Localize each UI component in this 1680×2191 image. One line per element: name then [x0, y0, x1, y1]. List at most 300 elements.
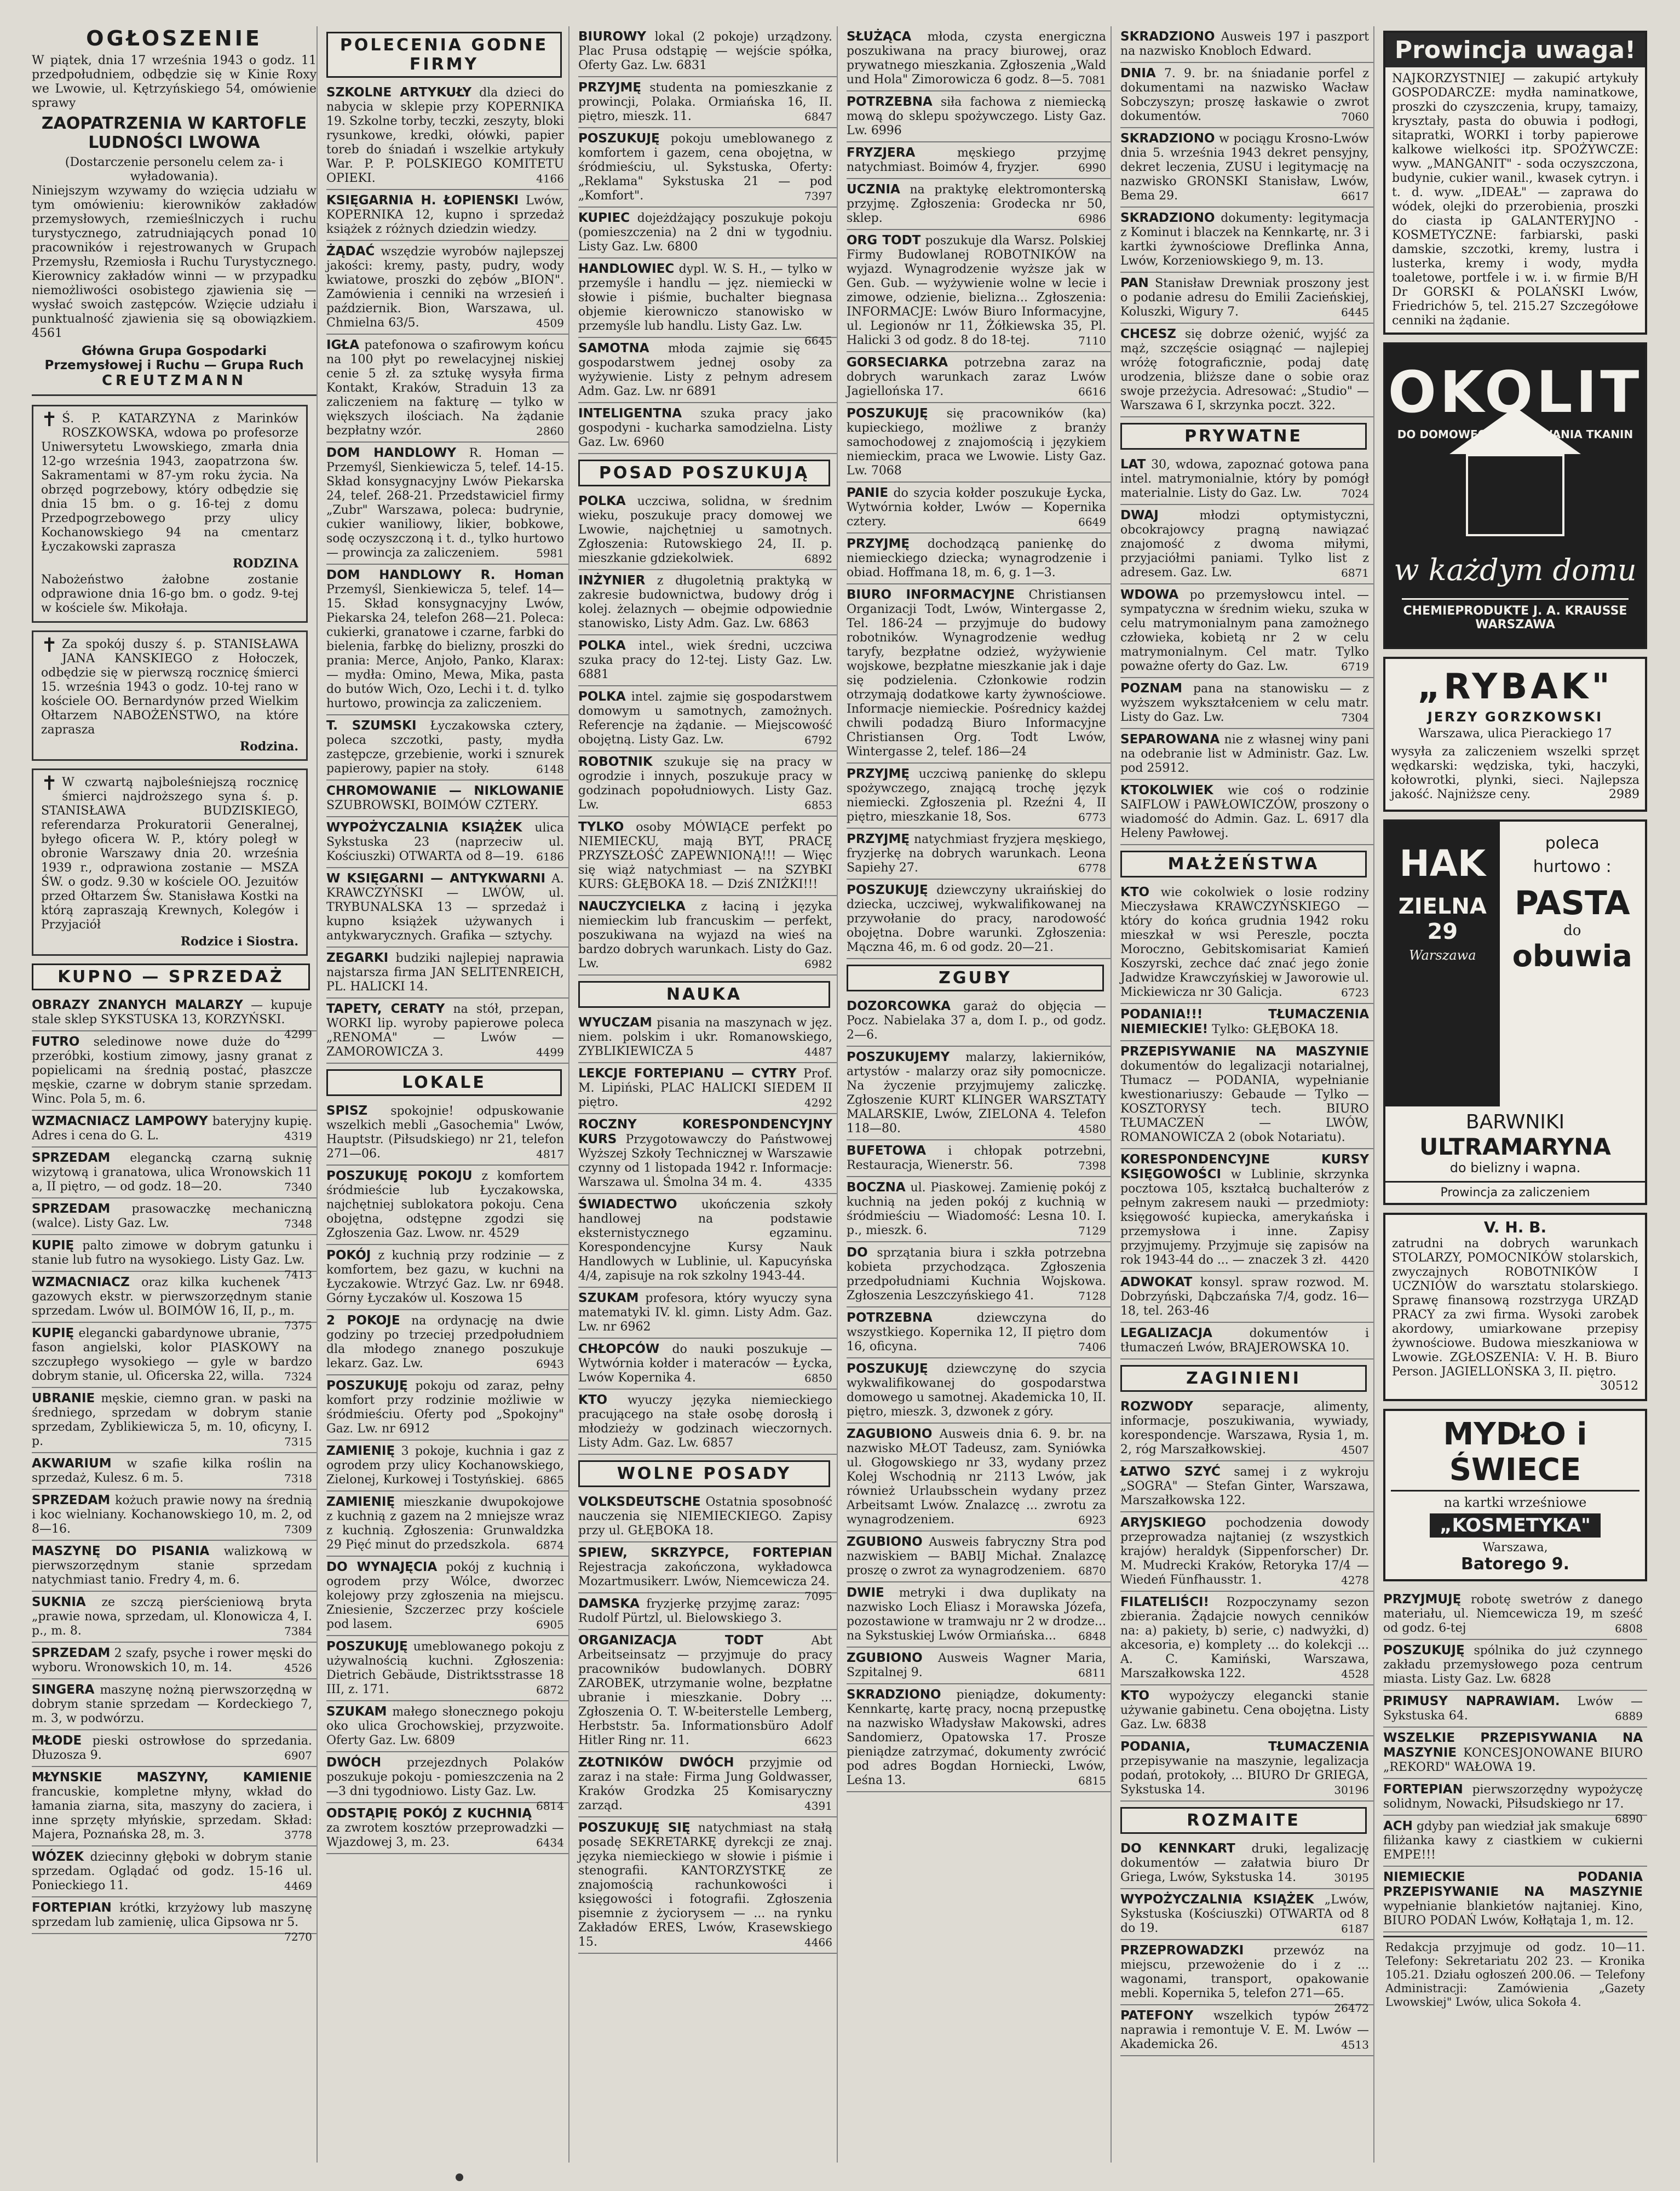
- ad-lead: SPRZEDAM: [32, 1202, 111, 1216]
- ad-text: mieszkanie dwupokojowe z kuchnią z gazem na 2 mniejsze wraz z kuchnią. Zgłoszenia: Grunwaldzka 29 Pięć minut do przedszkola.: [326, 1495, 564, 1552]
- ad-lead: SZKOLNE ARTYKUŁY: [326, 85, 472, 100]
- ad-number: 7413: [284, 1268, 312, 1281]
- ad-text: nie z własnej winy pani na odebranie list w Administr. Gaz. Lw. pod 25912.: [1120, 733, 1369, 775]
- ad-number: 7318: [284, 1472, 312, 1485]
- ad-text: do szycia kołder poszukuje Łycka, Wytwórnia kołder, Lwów — Kopernika cztery.: [847, 486, 1106, 529]
- ad-text: ukończenia szkoły handlowej na podstawie eksternistycznego egzaminu. Korespondencyjne Kursy Nauk Handlowych w Lublinie, ul. Kapucyńska 4/4, zapisuje na rok szkolny 1943-44.: [578, 1198, 832, 1283]
- obituary-text: Ś. P. KATARZYNA z Marinków ROSZKOWSKA, wdowa po profesorze Uniwersytetu Lwowskiego, zmarła dnia 12-go września 1943, zaopatrzona św. Sakramentami w 87-ym roku życia. Na obrzęd pogrzebowy, który odbędzie się dnia 15 bm. o g. 16-tej z domu Przedpogrzebowego przy ulicy Kochanowskiego 94 na cmentarz Łyczakowski zaprasza: [41, 412, 298, 554]
- ad-text: intel. zajmie się gospodarstwem domowym u samotnych, zamożnych. Referencje na żądanie. — Miejscowość obojętną. Listy Gaz. Lw.: [578, 690, 832, 747]
- ad-text: potrzebna zaraz na dobrych warunkach zaraz Lwów Jagiellońska 17.: [847, 356, 1106, 398]
- classified-ad: [1383, 1728, 1647, 1779]
- ad-number: 6889: [1615, 1710, 1643, 1723]
- ad-lead: DNIA: [1120, 66, 1156, 81]
- ad-number: 6148: [536, 762, 564, 776]
- ad-text: sprzątania biura i szkła potrzebna kobieta przychodząca. Zgłoszenia przedpołudniami Kuchnia Wojskowa. Zgłoszenia Leszczyńskiego 41.: [847, 1246, 1106, 1303]
- ad-lead: TAPETY, CERATY: [326, 1002, 445, 1016]
- ad-text: ulica Sykstuska 23 (naprzeciw ul. Kościuszki) OTWARTA od 8—19.: [326, 821, 564, 863]
- ad-text: na praktykę elektromonterską przyjmę. Zgłoszenia: Grodecka nr 50, sklep.: [847, 183, 1106, 225]
- classified-ad: [578, 338, 837, 403]
- obituary-box: [32, 630, 308, 761]
- obituary-signature: RODZINA: [232, 557, 298, 571]
- classified-ad: [32, 1846, 317, 1897]
- ad-lead: WSZELKIE PRZEPISYWANIA NA MASZYNIE: [1383, 1731, 1643, 1760]
- ad-number: 6892: [804, 552, 832, 565]
- ad-text: małego słonecznego pokoju oko ulica Grochowskiej, przyzwoite. Oferty Gaz. Lw. 6809: [326, 1705, 565, 1747]
- classified-ad: [326, 1100, 568, 1166]
- ad-number: 6923: [1078, 1513, 1106, 1527]
- ad-text: pieniądze, dokumenty: Kennkartę, kartę pracy, nocną przepustkę na nazwisko Władysław Makowski, adres Sandomierz, Opatowska 17. Prosze pieniądze zatrzymać, dokumenty zwrócić pod adres Bogdan Horniecki, Lwów, Leśna 13.: [847, 1688, 1107, 1787]
- classified-ad: [1120, 324, 1373, 417]
- notice-headline: ZAOPATRZENIA W KARTOFLE LUDNOŚCI LWOWA: [41, 114, 307, 152]
- classified-ad: [578, 1012, 837, 1063]
- classified-ad: [847, 403, 1111, 483]
- ad-lead: FORTEPIAN: [32, 1901, 112, 1915]
- ad-text: SZUBROWSKI, BOIMÓW CZTERY.: [326, 799, 539, 812]
- classified-ad: [32, 1541, 317, 1592]
- ad-text: z długoletnią praktyką w zakresie budownictwa, budowy dróg i kolej. żelaznych — obejmie odpowiednie stanowisko, Listy Adm. Gaz. Lw. 6863: [578, 574, 832, 630]
- ad-lead: VOLKSDEUTSCHE: [578, 1495, 701, 1509]
- okolit-brand: OKOLIT: [1388, 359, 1643, 426]
- ad-text: męskiego przyjmę natychmiast. Boimów 4, fryzjer.: [847, 146, 1107, 174]
- ad-text: poszukuje dla Warsz. Polskiej Firmy Budowlanej ROBOTNIKÓW na wyjazd. Wynagrodzenie wyższe jak w Gen. Gub. — wyżywienie wolne w lecie i zimowe, odzienie, bielizna... Zgłoszenia: INFORMACJE: Lwów Biuro Informacyjne, ul. Legionów nr 11, Żółkiewska 35, Pl. Halicki 3 od godz. 8 do 18-tej.: [847, 234, 1106, 347]
- ad-text: Tylko: GŁĘBOKA 18.: [1212, 1023, 1339, 1036]
- classified-ad: [1383, 1779, 1647, 1825]
- classified-ad: [847, 1532, 1111, 1582]
- ad-number: 7110: [1078, 334, 1106, 347]
- classified-ad: [578, 1752, 837, 1817]
- classified-ad: [578, 570, 837, 635]
- ad-lead: CHROMOWANIE — NIKLOWANIE: [326, 784, 564, 798]
- ad-number: 6814: [536, 1799, 564, 1813]
- classified-ad: [578, 77, 837, 128]
- ad-text: natychmiast fryzjera męskiego, fryzjerkę na dobrych warunkach. Leona Sapiehy 27.: [847, 833, 1106, 875]
- ad-text: pisania na maszynach w jęz. niem. polskim i ukr. Romanowskiego, ZYBLIKIEWICZA 5: [578, 1016, 832, 1058]
- ad-lead: POTRZEBNA: [847, 1311, 933, 1325]
- classified-ad: [32, 1592, 317, 1643]
- ad-number: 6853: [804, 799, 832, 812]
- ad-lead: NAUCZYCIELKA: [578, 899, 686, 914]
- ad-text: robotę swetrów z danego materiału, ul. Niemcewicza 19, m sześć od godz. 6-tej: [1383, 1593, 1643, 1635]
- ad-number: 7324: [284, 1370, 312, 1383]
- ad-number: 4469: [284, 1879, 312, 1892]
- column-4: [837, 26, 1111, 2163]
- ad-number: 7375: [284, 1319, 312, 1332]
- ad-text: młoda, czysta energiczna poszukiwana na pracy biurowej, oraz prywatnego mieszkania. Zgłoszenia „Wald und Hola" Zimorowicza 6 godz. 8—5.: [847, 30, 1107, 87]
- ad-lead: ACH: [1383, 1819, 1413, 1833]
- classified-ad: [32, 1643, 317, 1679]
- ad-text: KONCESJONOWANE BIURO „REKORD" WAŁOWA 19.: [1383, 1746, 1643, 1774]
- ad-number: 6890: [1615, 1812, 1643, 1825]
- column-2: [317, 26, 568, 2163]
- ad-text: dokumentów do legalizacji notarialnej, Tłumacz — PODANIA, wypełnianie kwestionariuszy: Gebaude — Tylko — KOSZTORYSY tech. BIURO TŁUMACZEŃ — LWÓW, ROMANOWICZA 2 (obok Notariatu).: [1120, 1059, 1369, 1144]
- classified-ad: [1120, 1149, 1373, 1272]
- ad-number: 6434: [536, 1836, 564, 1849]
- classified-ad: [578, 26, 837, 77]
- ad-lead: KTOKOLWIEK: [1120, 783, 1213, 798]
- classified-ad: [847, 1424, 1111, 1532]
- column-5: [1111, 26, 1373, 2163]
- classified-ad: [326, 1752, 568, 1813]
- ad-number: 6187: [1341, 1922, 1369, 1935]
- notice-signature-name: CREUTZMANN: [32, 372, 317, 396]
- ad-number: 6616: [1078, 385, 1106, 398]
- classified-ad: [1383, 1589, 1647, 1640]
- ad-lead: SINGERA: [32, 1683, 95, 1697]
- ad-lead: DOZORCOWKA: [847, 999, 951, 1013]
- mydlo-brand: „KOSMETYKA": [1430, 1513, 1601, 1538]
- ad-text: w szafie kilka roślin na sprzedaż, Kulesz. 6 m. 5.: [32, 1457, 312, 1485]
- ad-number: 6990: [1078, 161, 1106, 174]
- ad-text: A. KRAWCZYŃSKI — LWÓW, ul. TRYBUNALSKA 13 — sprzedaż i kupno książek używanych i antykwarycznych. Grafika — sztychy.: [326, 872, 564, 943]
- classified-ad: [1120, 1736, 1373, 1802]
- classified-ad: [578, 403, 837, 454]
- classified-ad: [1383, 1867, 1647, 1932]
- ad-number: 7384: [284, 1625, 312, 1638]
- classified-ad: [326, 335, 568, 443]
- ad-number: 7128: [1078, 1289, 1106, 1303]
- ad-lead: MASZYNĘ DO PISANIA: [32, 1544, 210, 1558]
- ad-lead: BIURO INFORMACYJNE: [847, 588, 1015, 602]
- ad-text: 2 szafy, psyche i rower męski do wyboru. Wronowskich 10, m. 14.: [32, 1647, 312, 1674]
- classified-ad: [32, 1730, 317, 1767]
- ad-lead: ZŁOTNIKÓW DWÓCH: [578, 1756, 734, 1770]
- section-heading-posady: POSAD POSZUKUJĄ: [578, 460, 830, 486]
- obituary-signature: Rodzice i Siostra.: [180, 934, 298, 949]
- classified-ad: [326, 1701, 568, 1752]
- ad-text: szukuje się na pracy w ogrodzie i innych, poszukuje pracy w godzinach popołudniowych. Listy Gaz. Lw.: [578, 755, 833, 812]
- ad-lead: SPIEW, SKRZYPCE, FORTEPIAN: [578, 1546, 832, 1560]
- hak-ad: [1383, 819, 1647, 1205]
- ad-lead: WZMACNIACZ: [32, 1275, 130, 1289]
- classified-ad: [1120, 63, 1373, 128]
- obituary-signature: Rodzina.: [239, 739, 298, 754]
- ad-text: konsyl. spraw rozwod. M. Dobrzyński, Dąbczańska 7/4, godz. 16—18, tel. 263-46: [1120, 1276, 1369, 1318]
- ad-lead: GORSECIARKA: [847, 355, 948, 370]
- ad-text: lokal (2 pokoje) urządzony. Plac Prusa odstąpię — wejście spółka, Oferty Gaz. Lw. 6831: [578, 30, 832, 72]
- ad-lead: ŻĄDAĆ: [326, 244, 375, 259]
- obituaries: [32, 405, 317, 956]
- ad-lead: PRZYJMĘ: [847, 832, 910, 846]
- classified-ad: [1120, 1272, 1373, 1323]
- ad-number: 30512: [1600, 1379, 1638, 1393]
- ad-lead: ROZWODY: [1120, 1400, 1193, 1414]
- ad-number: 6186: [536, 850, 564, 863]
- ad-lead: ZGUBIONO: [847, 1651, 923, 1665]
- ad-number: 6850: [804, 1372, 832, 1385]
- ad-lead: POLKA: [578, 494, 626, 508]
- ads-list: [847, 26, 1111, 959]
- ad-number: 7270: [284, 1930, 312, 1943]
- classified-ad: [847, 142, 1111, 179]
- ad-lead: POZNAM: [1120, 681, 1183, 696]
- prowincja-body: NAJKORZYSTNIEJ — zakupić artykuły GOSPODARCZE: mydła naminatkowe, proszki do czyszczenia, krupy, tamaizy, kryształy, pasta do obuwia i podłogi, sitapratki, WORKI i torby papierowe kalkowe wielkości itp. SPOŻYWCZE: wyw. „MANGANIT" - soda oczyszczona, budynie, cukier wanil., kwasek cytryn. i t. d. wyw. „IDEAŁ" — zaprawa do wódek, olejki do przerobienia, proszki do ciasta ip GALANTERYJNO - KOSMETYCZNE: farbiarski, paski damskie, szczotki, kremy, lustra i lusterka, kremy i wody, mydła toaletowe, portfele i w. i. w firmie B/H Dr GORSKI & POLAŃSKI Lwów, Friedrichów 5, tel. 215.27 Szczegółowe cenniki na żądanie.: [1392, 72, 1638, 328]
- classified-ad: [578, 1817, 837, 1954]
- ad-number: 6811: [1078, 1666, 1106, 1679]
- ad-lead: MŁODE: [32, 1734, 82, 1748]
- ad-text: Rozpoczynamy sezon zbierania. Żądajcie nowych cenników na: a) pakiety, b) serie, c) nadwyżki, d) akcesoria, e) komplety ... do kolekcji ... A. C. Kamiński, Warszawa, Marszałkowska 122.: [1120, 1596, 1369, 1680]
- ad-lead: NIEMIECKIE PODANIA PRZEPISYWANIE NA MASZYNIE: [1383, 1870, 1643, 1899]
- classified-ad: [1120, 1041, 1373, 1149]
- ad-text: w Lublinie, skrzynka pocztowa 105, kształcą buchalterów z pełnym zakresem nauki — przedmioty: księgowość kupiecka, amerykańska i przemysłowa i inne. Zapisy przyjmujemy. Przyjmuje się zapisów na rok 1943-44 do ... — znaczek 3 zł.: [1120, 1168, 1369, 1267]
- ad-text: wszelkich typów naprawia i remontuje V. E. M. Lwów — Akademicka 26.: [1120, 2009, 1369, 2051]
- classified-ad: [326, 190, 568, 241]
- classified-ad: [326, 1441, 568, 1492]
- ad-number: 6982: [804, 957, 832, 971]
- ad-text: się pracowników (ka) kupieckiego, możliwe z branży samochodowej z znajomością i językiem niemieckim, praca we Lwowie. Listy Gaz. Lw. 7068: [847, 407, 1106, 478]
- ads-list: [1383, 1589, 1647, 1932]
- ad-lead: KORESPONDENCYJNE KURSY KSIĘGOWOŚCI: [1120, 1152, 1369, 1181]
- ad-lead: POTRZEBNA: [847, 95, 933, 109]
- obituary-box: [32, 405, 308, 623]
- ad-lead: SZUKAM: [326, 1705, 387, 1719]
- classified-ad: [326, 948, 568, 999]
- ad-text: przyjmie od zaraz i na stałe: Firma Jung Goldwasser, Kraków Grodzka 25 Komisaryczny zarząd.: [578, 1756, 832, 1813]
- ad-number: 6773: [1078, 811, 1106, 824]
- ad-lead: BOCZNA: [847, 1180, 906, 1195]
- ad-lead: SPRZEDAM: [32, 1646, 111, 1660]
- ad-number: 4292: [804, 1096, 832, 1109]
- rybak-description: wysyła za zaliczeniem wszelki sprzęt wędkarski: wędziska, tyki, haczyki, kołowrotki, plynki, sieci. Najlepsza jakość. Najniższe ceny. 2989: [1391, 745, 1639, 801]
- ad-lead: WZMACNIACZ LAMPOWY: [32, 1114, 208, 1128]
- ad-text: pieski ostrowłose do sprzedania. Dłuzosza 9.: [32, 1734, 312, 1762]
- classified-ad: [578, 128, 837, 208]
- section-heading-polecenia: POLECENIA GODNE FIRMY: [326, 32, 562, 78]
- ad-lead: PRIMUSY NAPRAWIAM.: [1383, 1694, 1560, 1708]
- ad-lead: PAN: [1120, 276, 1149, 290]
- ads-list: [1120, 26, 1373, 417]
- ads-list: [326, 82, 568, 1064]
- section-heading-zguby: ZGUBY: [847, 965, 1104, 991]
- hak-barwniki: BARWNIKI: [1465, 1111, 1565, 1133]
- ad-text: przewóz na miejscu, przewożenie do i z ... wagonami, transport, opakowanie mebli. Kopernika 5, telefon 271—65.: [1120, 1944, 1369, 2000]
- ad-text: Lwów — Sykstuska 64.: [1383, 1695, 1643, 1723]
- ad-number: 4580: [1078, 1122, 1106, 1135]
- ad-number: 6645: [804, 334, 832, 347]
- ad-text: garaż do objęcia — Pocz. Nabielaka 37 a, dom I. p., od godz. 2—6.: [847, 1000, 1107, 1042]
- ad-text: malarzy, lakierników, artystów - malarzy oraz siły pomocnicze. Na życzenie przyjmujemy zaliczkę. Zgłoszenie KURT KLINGER WARSZTATY MALARSKIE, Lwów, ZIELONA 4. Telefon 118—80.: [847, 1051, 1107, 1135]
- ad-text: R. Homan — Przemyśl, Sienkiewicza 5, telef. 14-15. Skład konsygnacyjny Lwów Piekarska 24, telef. 268-21. Przedstawiciel firmy „Zubr" Warszawa, poleca: budrynie, cukier waniliowy, likier, bobkowe, sodę oczyszczoną i t. d., tylko hurtowo — prowincja za zaliczeniem.: [326, 446, 565, 560]
- classified-ad: [1120, 729, 1373, 780]
- ad-number: 4466: [804, 1936, 832, 1949]
- classified-ad: [847, 829, 1111, 880]
- ads-list: [326, 1100, 568, 1854]
- ad-number: 6719: [1341, 660, 1369, 673]
- ad-lead: KUPIEC: [578, 211, 630, 225]
- classified-ad: [326, 781, 568, 817]
- ad-text: Ausweis 197 i paszport na nazwisko Knobloch Edward.: [1120, 30, 1370, 58]
- ad-lead: CHCESZ: [1120, 327, 1176, 341]
- ad-text: natychmiast na stałą posadę SEKRETARKĘ dyrekcji ze znaj. języka niemieckiego w słowie i piśmie i stenografii. KANTORZYSTKĘ ze znajomością rachunkowości i księgowości i fotografii. Zgłoszenia pisemnie z życiorysem — ... na rynku Zakładów ERES, Lwów, Krasewskiego 15.: [578, 1821, 832, 1949]
- classified-ad: [1120, 26, 1373, 63]
- column-3: [568, 26, 837, 2163]
- ad-lead: DWÓCH: [326, 1756, 382, 1770]
- section-heading-rozmaite: ROZMAITE: [1120, 1807, 1367, 1834]
- prowincja-title: Prowincja uwaga!: [1385, 33, 1645, 67]
- ad-number: 6943: [536, 1357, 564, 1370]
- ad-lead: POSZUKUJEMY: [847, 1050, 950, 1064]
- ad-text: Rejestracja zakończona, wykładowca Mozartmusikerr. Lwów, Niemcewicza 24.: [578, 1561, 832, 1588]
- classified-ad: [847, 1177, 1111, 1242]
- ad-text: uczciwą panienkę do sklepu spożywczego, znającą trochę język niemiecki. Zgłoszenia pl. Rzeźni 4, II piętro, mieszkanie 18, Sos.: [847, 767, 1106, 824]
- ad-text: z komfortem śródmieście lub Łyczakowska, najchętniej sublokatora pokoju. Cena obojętna, odstępne zgodzi się Zgłoszenia Gaz. Lwow. nr. 4529: [326, 1169, 565, 1240]
- ad-text: na stół, przepan, WORKI lip. wyroby papierowe poleca „RENOMA" — Lwów — ZAMOROWICZA 3.: [326, 1002, 564, 1059]
- ad-number: 7340: [284, 1180, 312, 1194]
- hak-bielizny: do bielizny i wapna.: [1449, 1160, 1581, 1175]
- classified-ad: [847, 584, 1111, 764]
- classified-ad: [326, 1245, 568, 1310]
- ad-text: z łaciną i języka niemieckim lub francuskim — perfekt, poszukiwana na wyjazd na wieś na bardzo dobrych warunkach. Listy do Gaz. Lw.: [578, 900, 833, 971]
- classified-ad: [847, 1582, 1111, 1648]
- ad-lead: DWAJ: [1120, 508, 1159, 523]
- classified-ad: [1120, 1889, 1373, 1940]
- ad-lead: DOM HANDLOWY R. Homan: [326, 568, 564, 582]
- ad-number: 4817: [536, 1148, 564, 1161]
- classified-ad: [326, 715, 568, 781]
- ad-lead: ZAMIENIĘ: [326, 1444, 395, 1458]
- ad-lead: SAMOTNA: [578, 341, 649, 355]
- ad-lead: UBRANIE: [32, 1391, 95, 1406]
- ad-lead: ŚWIADECTWO: [578, 1197, 677, 1212]
- ad-text: spólnika do już czynnego zakładu przemysłowego poza centrum miasta. Listy Gaz. Lw. 6828: [1383, 1644, 1643, 1686]
- classified-ad: [32, 1111, 317, 1148]
- ad-text: francuskie, kompletne młyny, wkład do łamania ziarna, sita, maszyny do zaciera, i inne sprzęty młyńskie, sprzedam. Skład: Majera, Poznańska 28, m. 3.: [32, 1785, 312, 1842]
- ad-number: 6792: [804, 733, 832, 747]
- ad-number: 2860: [536, 425, 564, 438]
- ad-number: 2989: [1609, 788, 1639, 801]
- ad-text: 30, wdowa, zapoznać gotowa pana intel. matrymonialnie, który by pomógł materialnie. Listy do Gaz. Lw.: [1120, 458, 1370, 500]
- ad-lead: INTELIGENTNA: [578, 406, 682, 421]
- ad-text: dojeżdżający poszukuje pokoju (pomieszczenia) na 2 dni w tygodniu. Listy Gaz. Lw. 6800: [578, 211, 832, 254]
- ad-text: studenta na pomieszkanie z prowincji, Polaka. Ormiańska 16, II. piętro, mieszk. 11.: [578, 81, 832, 123]
- ad-text: pochodzenia dowody przeprowadza najtaniej (z wszystkich krajów) heraldyk (Sippenforscher) Dr. M. Mudrecki Kraków, Retoryka 17/4 — Wiedeń Fünfhausstr. 1.: [1120, 1516, 1369, 1587]
- ads-list: [1120, 454, 1373, 845]
- classified-ad: [847, 1047, 1111, 1140]
- classified-ad: [1120, 1323, 1373, 1360]
- ad-lead: ODSTĄPIĘ POKÓJ Z KUCHNIĄ: [326, 1806, 532, 1821]
- ad-number: 6723: [1341, 986, 1369, 999]
- okolit-tagline: DO DOMOWEGO FARBOWANIA TKANIN: [1397, 428, 1633, 441]
- ad-text: — kupuje stale sklep SYKSTUSKA 13, KORZYŃSKI.: [32, 999, 312, 1026]
- ad-number: 4513: [1341, 2038, 1369, 2051]
- ad-lead: ORG TODT: [847, 233, 921, 248]
- classified-ad: [578, 1630, 837, 1752]
- ad-text: i chłopak potrzebni, Restauracja, Wienerstr. 56.: [847, 1144, 1106, 1172]
- ad-number: 26472: [1334, 2001, 1369, 2015]
- ad-text: siła fachowa z niemiecką mową do sklepu spożywczego. Listy Gaz. Lw. 6996: [847, 95, 1107, 137]
- classified-ad: [578, 635, 837, 686]
- ad-lead: KTO: [1120, 885, 1150, 899]
- classified-ad: [32, 1897, 317, 1943]
- ad-number: 4166: [536, 172, 564, 185]
- classified-ad: [847, 483, 1111, 534]
- ad-text: Christiansen Organizacji Todt, Lwów, Wintergasse 2, Tel. 186-24 — przyjmuje do budowy robotników. Wynagrodzenie według taryfy, bezpłatne odzież, wyżywienie wojskowe, bezpłatne mieszkanie jak i daje się podzielenia. Członkowie rodzin otrzymają dodatkowe karty żywnościowe. Informacje niemieckie. Pośrednicy każdej chwili podadzą Biuro Informacyjne Christiansen Org. Todt Lwów, Wintergasse 2, telef. 186—24: [847, 588, 1106, 759]
- ad-number: 4278: [1341, 1574, 1369, 1587]
- classified-ad: [578, 1114, 837, 1194]
- ad-number: 6649: [1078, 515, 1106, 529]
- ad-lead: LEGALIZACJA: [1120, 1326, 1212, 1340]
- mydlo-place: Warszawa,: [1482, 1541, 1548, 1555]
- cross-icon: ✝: [41, 772, 58, 795]
- classified-ad: [326, 241, 568, 335]
- ad-text: seledinowe nowe duże do przeróbki, kostium zimowy, jasny granat z popielicami na średnią postać, płaszcze męskie, czarne w dobrym stanie sprzedam. Winc. Pola 5, m. 6.: [32, 1035, 312, 1106]
- ad-number: 7304: [1341, 711, 1369, 724]
- hak-footer: Prowincja za zaliczeniem: [1385, 1181, 1645, 1203]
- classified-ad: [326, 443, 568, 565]
- ad-lead: SKRADZIONO: [1120, 131, 1215, 146]
- ad-number: 6847: [804, 110, 832, 123]
- ad-lead: PRZYJMĘ: [847, 767, 910, 781]
- ad-number: 4507: [1341, 1443, 1369, 1456]
- ad-number: 7397: [804, 190, 832, 203]
- section-heading-malzenstwa: MAŁŻEŃSTWA: [1120, 851, 1367, 877]
- hak-poleca: poleca: [1545, 834, 1600, 853]
- mydlo-ad: [1383, 1409, 1647, 1581]
- classified-ad: [578, 1542, 837, 1603]
- ad-lead: SKRADZIONO: [1120, 211, 1215, 225]
- column-1: [32, 26, 317, 2163]
- ad-lead: LAT: [1120, 457, 1146, 472]
- ad-text: fryzjerkę przyjmę zaraz: Rudolf Pürtzl, ul. Bielowskiego 3.: [578, 1597, 801, 1625]
- ads-list: [578, 1012, 837, 1455]
- ad-number: 6871: [1341, 566, 1369, 580]
- ad-lead: SKRADZIONO: [847, 1688, 941, 1702]
- ad-text: Ausweis fabryczny Stra pod nazwiskiem — BABIJ Michał. Znalazcę proszę o zwrot za wynagrodzeniem.: [847, 1535, 1106, 1578]
- ad-text: pana na stanowisku — z wyższem wykształceniem w celu matr. Listy do Gaz. Lw.: [1120, 682, 1369, 724]
- ad-lead: ROCZNY KORESPONDENCYJNY KURS: [578, 1117, 832, 1146]
- mydlo-title: MYDŁO i ŚWIECE: [1391, 1416, 1639, 1492]
- classified-ad: [326, 1492, 568, 1557]
- ad-number: 6623: [804, 1734, 832, 1747]
- classified-ad: [1383, 1691, 1647, 1728]
- ad-number: 6874: [536, 1539, 564, 1552]
- ad-text: młodzi optymistyczni, obcokrajowcy pragną nawiązać znajomość z dwoma miłymi, przyjaciółmi paniami. Tylko list z adresem. Gaz. Lw.: [1120, 509, 1369, 580]
- ad-text: w pociągu Krosno-Lwów dnia 5. września 1943 dekret pensyjny, dekret leczenia, ZUSU i legitymację na nazwisko GRONSKI Stanisław, Lwów, Bema 29.: [1120, 132, 1369, 203]
- classified-ad: [1120, 882, 1373, 1004]
- ad-number: 4487: [804, 1045, 832, 1058]
- ad-lead: CHŁOPCÓW: [578, 1342, 660, 1356]
- ad-lead: PRZEPISYWANIE NA MASZYNIE: [1120, 1045, 1369, 1059]
- ad-number: 7315: [284, 1435, 312, 1448]
- ad-number: 7081: [1078, 73, 1106, 87]
- section-heading-kupno: KUPNO — SPRZEDAŻ: [32, 963, 310, 990]
- classified-ad: [847, 179, 1111, 230]
- rybak-address: Warszawa, ulica Pierackiego 17: [1418, 727, 1612, 741]
- obituary-note: Nabożeństwo żałobne zostanie odprawione dnia 16-go bm. o godz. 9-tej w kościele św. Mikołaja.: [41, 573, 298, 615]
- official-notice: [32, 26, 317, 396]
- ad-text: dochodzącą panienkę do niemieckiego dziecka; wynagrodzenie i obiad. Hoffmana 18, m. 6, g. 1—3.: [847, 537, 1106, 580]
- ad-lead: POSZUKUJĘ: [326, 1379, 408, 1393]
- ad-lead: DAMSKA: [578, 1597, 640, 1611]
- classified-ad: [847, 1307, 1111, 1358]
- classified-ad: [32, 1490, 317, 1541]
- ad-text: pokoju od zaraz, pełny komfort przy rodzinie możliwie w śródmieściu. Oferty pod „Spokojny" Gaz. Lw. nr 6912: [326, 1379, 564, 1436]
- classified-ad: [32, 1272, 317, 1332]
- notice-body: Niniejszym wzywamy do wzięcia udziału w tym omówieniu: kierowników zakładów przemysłowych, rzemieślniczych i ruchu turystycznego, zatrudniających ponad 10 pracowników i rejestrowanych w Grupach Przemysłu, Rzemiosła i Ruchu Turystycznego. Kierownicy zakładów winni — w przypadku niemożliwości osobistego zjawienia się — wysłać swoich zastępców. Wzięcie udziału i punktualność zjawienia się są obowiązkiem. 4561: [32, 184, 317, 340]
- classified-ad: [326, 1803, 568, 1854]
- ad-lead: SEPAROWANA: [1120, 732, 1220, 747]
- ad-lead: FUTRO: [32, 1035, 80, 1049]
- notice-intro: W piątek, dnia 17 września 1943 o godz. 11 przedpołudniem, odbędzie się w Kinie Roxy we Lwowie, ul. Kętrzyńskiego 54, omówienie sprawy: [32, 54, 317, 110]
- ad-text: uczciwa, solidna, w średnim wieku, poszukuje pracy domowej we Lwowie, najchętniej u samotnych. Zgłoszenia: Rutowskiego 24, II. p. mieszkanie gdziekolwiek.: [578, 495, 833, 565]
- okolit-script: w każdym domu: [1394, 553, 1637, 587]
- ad-lead: ZEGARKI: [326, 951, 389, 965]
- ad-lead: SUKNIA: [32, 1595, 86, 1609]
- ad-lead: LEKCJE FORTEPIANU — CYTRY: [578, 1066, 797, 1081]
- classified-ad: [1120, 208, 1373, 273]
- ad-text: się dobrze ożenić, wyjść za mąż, szczęście osiągnąć — najlepiej wróżę fotograficznie, podaj datę urodzenia, bliższe dane o sobie oraz swoje przeżycia. Adresować: „Studio" — Warszawa 6 I, skrzynka poczt. 322.: [1120, 328, 1369, 412]
- ads-list: [847, 996, 1111, 1792]
- ad-text: młoda zajmie się gospodarstwem jednej osoby za wyżywienie. Listy z pełnym adresem Adm. Gaz. Lw. nr 6891: [578, 342, 832, 398]
